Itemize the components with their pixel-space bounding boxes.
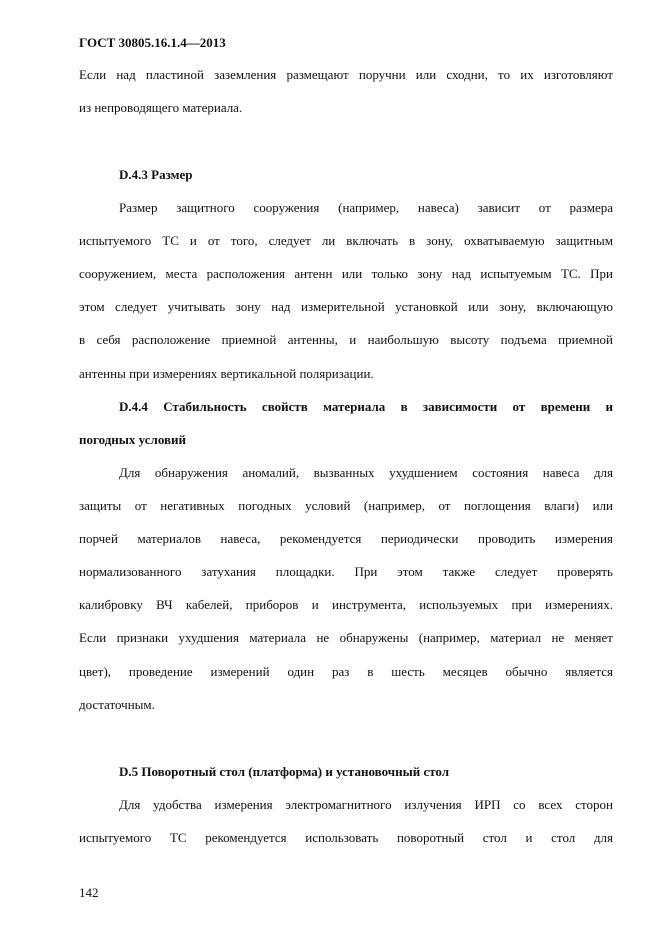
paragraph-line: в себя расположение приемной антенны, и наибольшую высоту подъема приемной [79, 332, 613, 347]
paragraph-line: нормализованного затухания площадки. При этом также следует проверять [79, 564, 613, 579]
paragraph-line: порчей материалов навеса, рекомендуется периодически проводить измерения [79, 531, 613, 546]
paragraph-line: испытуемого ТС и от того, следует ли включать в зону, охватываемую защитным [79, 233, 613, 248]
document-header: ГОСТ 30805.16.1.4—2013 [79, 35, 226, 50]
paragraph-line: антенны при измерениях вертикальной поляризации. [79, 366, 374, 381]
paragraph-line: калибровку ВЧ кабелей, приборов и инструмента, используемых при измерениях. [79, 597, 613, 612]
paragraph-line: Если признаки ухудшения материала не обнаружены (например, материал не меняет [79, 630, 613, 645]
paragraph-line: Для обнаружения аномалий, вызванных ухудшением состояния навеса для [119, 465, 613, 480]
section-heading-d44: D.4.4 Стабильность свойств материала в зависимости от времени и [119, 399, 613, 414]
paragraph-line: Для удобства измерения электромагнитного излучения ИРП со всех сторон [119, 797, 613, 812]
section-heading-d5: D.5 Поворотный стол (платформа) и установочный стол [119, 764, 450, 779]
paragraph-line: этом следует учитывать зону над измерительной установкой или зону, включающую [79, 299, 613, 314]
section-heading-d43: D.4.3 Размер [119, 167, 193, 182]
section-heading-d44-cont: погодных условий [79, 432, 187, 447]
paragraph-line: защиты от негативных погодных условий (например, от поглощения влаги) или [79, 498, 613, 513]
intro-line-1: Если над пластиной заземления размещают поручни или сходни, то их изготовляют [79, 67, 613, 82]
paragraph-line: достаточным. [79, 697, 155, 712]
paragraph-line: цвет), проведение измерений один раз в шесть месяцев обычно является [79, 664, 613, 679]
intro-line-2: из непроводящего материала. [79, 100, 243, 115]
page-number: 142 [79, 885, 99, 900]
paragraph-line: Размер защитного сооружения (например, навеса) зависит от размера [119, 200, 613, 215]
paragraph-line: испытуемого ТС рекомендуется использовать поворотный стол и стол для [79, 830, 613, 845]
paragraph-line: сооружением, места расположения антенн или только зону над испытуемым ТС. При [79, 266, 613, 281]
